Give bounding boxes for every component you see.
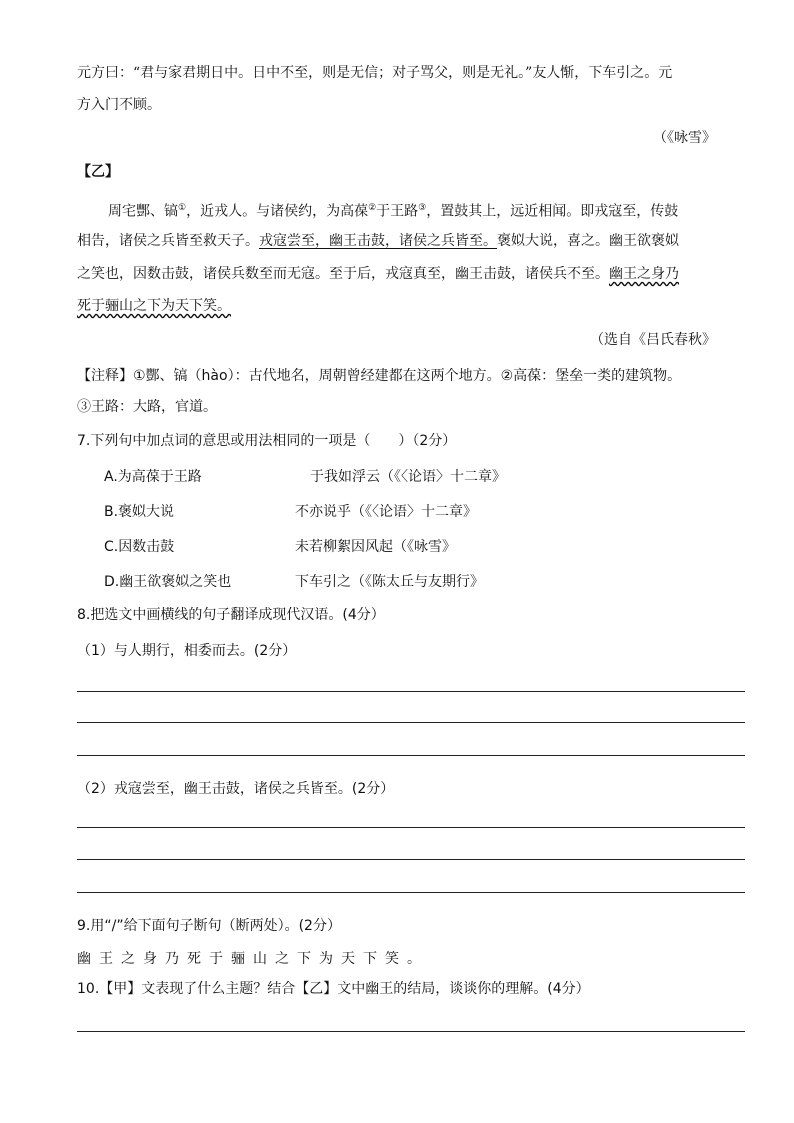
notes-line-2: ③王路：大路，官道。 [77, 399, 217, 415]
notes-line-1: 【注释】①酆、镐（hào）：古代地名，周朝曾经建都在这两个地方。②高葆：堡垒一类的建筑物。 [77, 368, 682, 384]
passage-b-line-1 [108, 198, 678, 222]
q9-sentence: 幽王之身乃死于骊山之下为天下笑。 [77, 951, 429, 967]
q8-sub-1: （1）与人期行，相委而去。(2分） [77, 643, 297, 659]
passage-a-line-2: 方入门不顾。 [77, 97, 161, 113]
passage-b-text: 相告，诸侯之兵皆至救天子。 [77, 233, 259, 249]
underlined-sentence: 戎寇尝至，幽王击鼓，诸侯之兵皆至。 [259, 233, 497, 249]
q8-stem: 8.把选文中画横线的句子翻译成现代汉语。(4分） [77, 607, 385, 623]
passage-b-line-3 [77, 264, 679, 284]
q8-sub-2: （2）戎寇尝至，幽王击鼓，诸侯之兵皆至。(2分） [77, 781, 395, 797]
q7-stem: 7.下列句中加点词的意思或用法相同的一项是（ ）（2分） [77, 433, 457, 449]
answer-line[interactable] [77, 827, 745, 828]
answer-line[interactable] [77, 691, 745, 692]
passage-b-text: ，近戎人。与诸侯约，为高葆 [186, 203, 369, 220]
footnote-mark-3: ③ [418, 203, 427, 213]
passage-b-text: 于王路 [376, 203, 419, 220]
passage-b-text: ，置鼓其上，远近相闻。即戎寇至，传鼓 [426, 203, 679, 220]
passage-b-label: 【乙】 [77, 164, 119, 180]
q7-option-c-left: C.因数击鼓 [104, 539, 175, 555]
q7-option-a-right: 于我如浮云（《〈论语〉十二章》 [310, 469, 506, 485]
answer-line[interactable] [77, 859, 745, 860]
q7-option-b-left: B.褒姒大说 [104, 504, 175, 520]
q9-stem: 9.用“/”给下面句子断句（断两处）。(2分） [77, 918, 341, 934]
passage-b-text: 周宅酆、镐 [108, 203, 178, 220]
passage-b-source: （选自《吕氏春秋》 [590, 332, 716, 348]
answer-line[interactable] [77, 722, 745, 723]
passage-a-source: （《咏雪》 [653, 130, 716, 146]
q7-option-b-right: 不亦说乎（《〈论语〉十二章》 [295, 504, 477, 520]
passage-a-line-1: 元方曰：“君与家君期日中。日中不至，则是无信；对子骂父，则是无礼。”友人惭，下车引之。元 [77, 65, 673, 81]
footnote-mark-1: ① [178, 203, 187, 213]
answer-line[interactable] [77, 892, 745, 893]
footnote-mark-2: ② [368, 203, 377, 213]
q7-option-d-left: D.幽王欲褒姒之笑也 [104, 574, 232, 590]
passage-b-text: 之笑也，因数击鼓，诸侯兵数至而无寇。至于后，戎寇真至，幽王击鼓，诸侯兵不至。 [77, 266, 609, 282]
q10-stem: 10.【甲】文表现了什么主题？结合【乙】文中幽王的结局，谈谈你的理解。(4分） [77, 981, 590, 997]
passage-b-line-4 [77, 296, 231, 316]
wavy-underlined-sentence: 幽王之身乃 [609, 266, 679, 282]
passage-b-line-2 [77, 231, 679, 251]
q7-option-d-right: 下车引之（《陈太丘与友期行》 [295, 574, 484, 590]
answer-line[interactable] [77, 755, 745, 756]
q7-option-c-right: 未若柳絮因风起（《咏雪》 [295, 539, 456, 555]
passage-b-text: 褒姒大说，喜之。幽王欲褒姒 [497, 233, 679, 249]
q7-option-a-left: A.为高葆于王路 [104, 469, 202, 485]
answer-line[interactable] [77, 1031, 745, 1032]
wavy-underlined-sentence: 死于骊山之下为天下笑。 [77, 298, 231, 314]
